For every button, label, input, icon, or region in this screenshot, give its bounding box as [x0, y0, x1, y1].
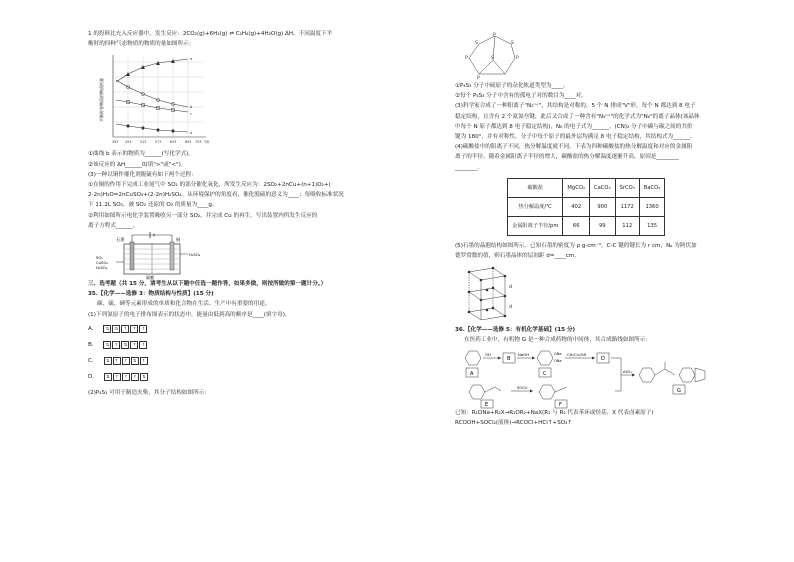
right-column: [455, 30, 785, 429]
reagent-5: AlCl₃: [623, 368, 632, 374]
section-three-heading: 三、选考题（共 15 分，请考生从以下题中任选一题作答，如果多做，则按所做的第一题计分。）: [88, 281, 327, 288]
x-tick: 633: [170, 140, 177, 145]
atom-label: P: [465, 56, 468, 61]
table-cell: 112: [615, 216, 639, 235]
q-curve-b: ①曲线 b 表示的物质为______(写化学式)。: [88, 151, 194, 158]
reagent-1: OH: [485, 351, 491, 357]
table-cell: 1360: [639, 197, 665, 216]
apparatus-svg: [94, 232, 204, 280]
compound-e: E: [485, 401, 489, 408]
r-carbonate-2: 离子的半径。随着金属阳离子半径的增大，碳酸盐的热分解温度逐渐升高，原因是________: [455, 154, 679, 161]
x-tick: 393: [112, 140, 119, 145]
table-cell: 135: [639, 216, 665, 235]
table-cell: 金属阳离子半径/pm: [508, 216, 563, 235]
atom-label: P: [516, 56, 519, 61]
option-label: C．: [88, 357, 98, 364]
molecule-svg: [455, 30, 535, 82]
option-a[interactable]: [88, 321, 418, 337]
orbital-boxes: [104, 357, 148, 365]
orbital-box: ⇅: [103, 341, 111, 349]
graphite-svg: [459, 262, 539, 320]
input-h2so4: H₂SO₄: [96, 265, 108, 271]
compound-f: F: [559, 401, 562, 408]
r-n5-line3: 中每个 N 原子都达到 8 电子稳定结构)，N₈ 的电子式为______。(CN)₂ 分子中碳与碳之间的共价: [455, 123, 693, 130]
series-b-line: [116, 80, 188, 107]
r-n5-line2: 稳定结构，且含有 2 个氮氮叁键，此后又合成了一种含有"N₅ⁿ⁺"的化学式为"N₈"的离子晶体(该晶体: [455, 113, 700, 120]
x-axis-label: T/K: [204, 140, 210, 145]
orbital-box: ↑: [122, 373, 130, 381]
r-lone-pairs: ②每个 P₄S₃ 分子中含有的孤电子对的数目为____对。: [455, 93, 587, 100]
orbital-box: ↑: [112, 341, 120, 349]
benzene-ring-e: [469, 385, 485, 399]
known-reaction-1: 已知：R₁ONa+R₂X→R₁OR₂+NaX(R₁ 与 R₂ 代表苯环或烃基、X 代表卤素原子): [455, 409, 654, 416]
benzene-ring-c: [537, 351, 553, 365]
compound-c: C: [543, 370, 547, 377]
orbital-box: ↑: [121, 325, 129, 333]
layer-distance-label: d: [509, 285, 512, 291]
option-b[interactable]: [88, 337, 418, 353]
q-electrochem-2: 离子方程式______。: [88, 222, 139, 229]
table-cell: SrCO₃: [615, 178, 639, 197]
series-a-label: a: [190, 57, 193, 62]
table-cell: 碳酸盐: [508, 178, 563, 197]
r-carbonate-3: ________。: [455, 164, 483, 171]
table-cell: 1172: [615, 197, 639, 216]
table-cell: CaCO₃: [589, 178, 615, 197]
synthesis-route: [455, 347, 785, 409]
orbital-box: ↑: [130, 341, 138, 349]
benzene-ring-a: [465, 351, 481, 365]
orbital-box: ⇅: [121, 341, 129, 349]
atom-label: P: [477, 76, 480, 81]
r-n5-line1: (3)科学家合成了一种阳离子"N₅ⁿ⁺"，其结构是对称的，5 个 N 排成"V"形，每个 N 都达到 8 电子: [455, 103, 696, 110]
orbital-box: ⇅: [131, 357, 139, 365]
table-row: [508, 197, 665, 216]
option-label: A．: [88, 325, 98, 332]
orbital-box: ⇅: [103, 325, 111, 333]
right-electrode-label: 铜: [176, 237, 181, 243]
r-graphite-2: 德罗常数的值，则石墨晶体的层间距 d=____cm。: [455, 253, 580, 260]
synthesis-svg: [455, 347, 785, 409]
atom-label: S: [491, 56, 494, 61]
r-graphite-1: (5)石墨的晶胞结构如图所示。已知石墨的密度为 ρ g·cm⁻³，C-C 键的键长为 r cm，Nₐ 为阿伏加: [455, 242, 697, 249]
compound-a: A: [470, 370, 474, 377]
carbonate-table: [507, 178, 665, 236]
membrane-label: 隔膜: [146, 275, 154, 281]
table-cell: 402: [563, 197, 590, 216]
layer-distance-label: d: [509, 305, 512, 311]
series-d-label: d: [190, 131, 193, 136]
series-b-label: b: [190, 105, 193, 110]
x-tick: 693: [185, 140, 192, 145]
option-label: D．: [88, 373, 98, 380]
q35-part1: (1)下列氮原子的电子排布图表示的状态中，能量由低到高的顺序是____(填字母)。: [88, 311, 291, 318]
orbital-box: ⇅: [104, 373, 112, 381]
q-desulfur: (3)一种以铜作催化剂脱硫有如下两个过程：: [88, 171, 197, 178]
q-delta-h: ②该反应的 ΔH______0(填">"或"<")。: [88, 161, 187, 168]
reagent-3: CH₂Cl₂/OH: [567, 351, 587, 357]
benzene-ring-f: [539, 385, 555, 399]
p4s3-molecule: [455, 30, 785, 82]
r-n5-line4: 键为 180°，并有对称性，分子中每个原子的最外层均满足 8 电子稳定结构，其结构式为______。: [455, 134, 696, 141]
orbital-boxes: [104, 373, 148, 381]
orbital-box: ↑: [131, 373, 139, 381]
q35-part2: (2)P₄S₃ 可用于制造火柴，其分子结构如图所示：: [88, 389, 210, 396]
reagent-4: SOCl₂: [517, 384, 528, 390]
left-electrode-label: 石墨: [116, 237, 125, 243]
input-cuso4: CuSO₄: [96, 260, 108, 266]
q-catalytic-3: 下 11.2L SO₂，被 SO₂ 还原的 O₂ 的质量为____g。: [88, 202, 218, 209]
known-reaction-2: RCOOH+SOCl₂(液体)→RCOCl+HCl↑+SO₂↑: [455, 419, 573, 426]
left-column: [88, 30, 418, 399]
orbital-box: ↑: [139, 341, 147, 349]
x-tick: 453: [125, 140, 132, 145]
orbital-box: ↑: [140, 357, 148, 365]
output-h2so4: H₂SO₄: [189, 252, 201, 258]
compound-g: G: [677, 387, 681, 394]
q-intro-line2: 衡时的四种气态物质的物质的量如图所示：: [88, 41, 195, 48]
orbital-box: ⇅: [104, 357, 112, 365]
q-intro-line1: 1 的投料比充入反应器中，发生反应：2CO₂(g)+6H₂(g) ⇌ C₂H₄(g)+4H₂O(g) ΔH，不同温度下平: [88, 31, 333, 37]
orbital-boxes: [103, 341, 147, 349]
x-tick: 513: [140, 140, 147, 145]
orbital-boxes: [103, 325, 147, 333]
compound-b: B: [507, 355, 511, 362]
orbital-box: ⇅: [112, 325, 120, 333]
series-c-label: c: [190, 112, 192, 117]
q-catalytic-2: 2-2n)H₂O=2nCuSO₄+(2-2n)H₂SO₄。从环境保护的角度看，催化脱硫的意义为____；每吸收标准状况: [88, 192, 344, 199]
c-sub2: ONa: [554, 358, 562, 363]
q-catalytic-1: ①在铜的作用下完成工业尾气中 SO₂ 的部分催化氧化，所发生反应为：2SO₂+2nCu+(n+1)O₂+(: [88, 182, 331, 189]
q35-title: 35.【化学——选修 3：物质结构与性质】(15 分): [88, 291, 214, 298]
orbital-box: ↑: [113, 373, 121, 381]
input-so2: SO₂: [96, 255, 103, 261]
x-tick: 753: [195, 140, 202, 145]
benzene-ring-g1: [639, 368, 655, 382]
q35-intro: 碳、硫、砷等元素形成的单质和化合物在生活、生产中有重要的用途。: [97, 301, 271, 308]
graphite-cell: [455, 262, 785, 320]
chart-grid: [113, 57, 203, 137]
table-cell: 热分解温度/℃: [508, 197, 563, 216]
table-row: [508, 216, 665, 235]
c-sub1: ONa: [554, 351, 562, 356]
benzene-ring-g2: [679, 368, 695, 382]
table-cell: 900: [589, 197, 615, 216]
atom-label: P: [493, 33, 496, 38]
table-cell: 66: [563, 216, 590, 235]
chart-svg: [98, 52, 218, 152]
table-cell: MgCO₃: [563, 178, 590, 197]
orbital-box: ↑: [113, 357, 121, 365]
table-cell: 99: [589, 216, 615, 235]
series-c-markers: [127, 101, 175, 112]
series-a-line: [116, 59, 188, 82]
r-carbonate-1: (4)碳酸盐中的阳离子不同，热分解温度就不同。下表为四种碳酸盐的热分解温度和对应的金属阳: [455, 144, 693, 151]
q36-title: 36.【化学——选修 5：有机化学基础】(15 分): [455, 327, 576, 334]
chart-ylabel: 平衡时各物质的物质的量: [99, 78, 104, 123]
series-d-markers: [126, 124, 175, 133]
electrochem-apparatus: [88, 232, 418, 280]
series-c-line: [116, 100, 188, 112]
q36-intro: 在医药工业中，有机物 G 是一种合成药物的中间体，其合成路线如图所示：: [464, 337, 651, 344]
table-row: [508, 178, 665, 197]
equilibrium-chart: [88, 50, 418, 150]
option-c[interactable]: [88, 353, 418, 369]
atom-label: S: [511, 41, 514, 46]
option-label: B．: [88, 341, 98, 348]
orbital-options: [88, 321, 418, 385]
orbital-box: ↑: [122, 357, 130, 365]
x-tick: 573: [155, 140, 162, 145]
orbital-box: ↑: [139, 325, 147, 333]
compound-d: D: [601, 355, 605, 362]
orbital-box: ↑: [130, 325, 138, 333]
q-electrochem-1: ②利用如图所示电化学装置吸收另一部分 SO₂，并完成 Cu 的再生。写出装置内所发生反应的: [88, 212, 318, 219]
r-hybridization: ①P₄S₃ 分子中硫原子的杂化轨道类型为____。: [455, 83, 569, 89]
reagent-2: NaOH: [518, 351, 530, 357]
table-cell: BaCO₃: [639, 178, 665, 197]
orbital-box: ⇅: [140, 373, 148, 381]
atom-label: S: [475, 41, 478, 46]
option-d[interactable]: [88, 369, 418, 385]
